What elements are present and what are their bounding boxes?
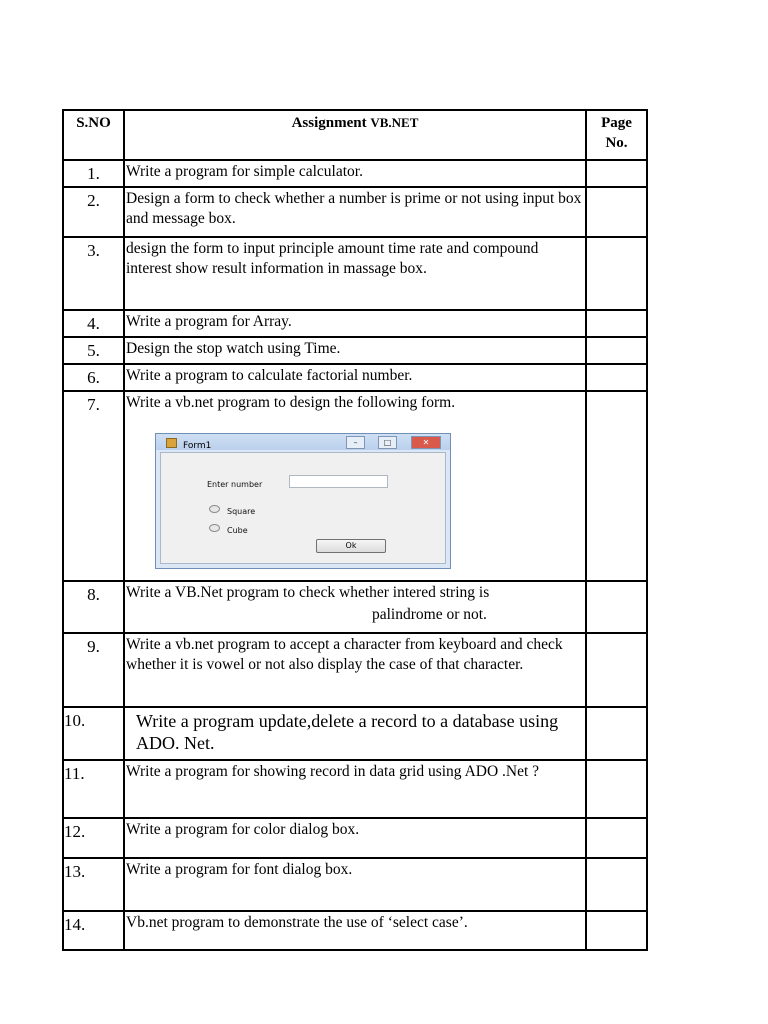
table-row: [63, 818, 647, 858]
form-title-bar: [156, 434, 450, 450]
row-number: 2.: [63, 187, 124, 237]
close-icon: ✕: [411, 436, 441, 449]
row-page: [586, 581, 647, 633]
radio-square-icon: [209, 505, 220, 513]
row-number: 4.: [63, 310, 124, 337]
header-sno: S.NO: [63, 110, 124, 160]
row-text: Write a program for Array.: [124, 310, 586, 337]
row-text: Write a vb.net program to design the following form.: [126, 394, 456, 411]
table-row: [63, 391, 647, 581]
table-row: [63, 911, 647, 950]
row-text: Write a program for showing record in data grid using ADO .Net ?: [124, 760, 586, 818]
table-row: [63, 187, 647, 237]
row-text: Write a VB.Net program to check whether intered string is: [126, 584, 490, 601]
row-number: 12.: [63, 818, 124, 858]
form-label-enter-number: Enter number: [207, 480, 263, 489]
row-page: [586, 310, 647, 337]
header-assignment-label: Assignment: [291, 115, 367, 131]
header-page-line2: No.: [605, 135, 628, 151]
table-row: [63, 364, 647, 391]
table-row: [63, 760, 647, 818]
minimize-icon: –: [346, 436, 365, 449]
form-title: Form1: [183, 441, 212, 451]
assignment-table: [62, 109, 648, 951]
row-page: [586, 707, 647, 760]
form-ok-button: Ok: [316, 539, 386, 553]
row-number: 5.: [63, 337, 124, 364]
header-assignment-suffix: VB.NET: [370, 115, 419, 130]
row-text-cell: [124, 581, 586, 633]
row-page: [586, 818, 647, 858]
form-option-cube: Cube: [227, 526, 248, 535]
form-client-area: [160, 452, 446, 564]
row-text: Write a program for simple calculator.: [124, 160, 586, 187]
row-text: Design the stop watch using Time.: [124, 337, 586, 364]
table-row: [63, 633, 647, 707]
row-page: [586, 160, 647, 187]
row-text: Write a vb.net program to accept a character from keyboard and check whether it is vowel or not also display the case of that character.: [124, 633, 586, 707]
row-number: 1.: [63, 160, 124, 187]
row-number: 11.: [63, 760, 124, 818]
row-text: Write a program update,delete a record to a database using ADO. Net.: [124, 707, 586, 760]
row-page: [586, 237, 647, 310]
row-page: [586, 633, 647, 707]
table-row: [63, 858, 647, 911]
row-page: [586, 760, 647, 818]
row-number: 10.: [63, 707, 124, 760]
row-text: Vb.net program to demonstrate the use of ‘select case’.: [124, 911, 586, 950]
row-number: 6.: [63, 364, 124, 391]
row-page: [586, 391, 647, 581]
row-page: [586, 911, 647, 950]
maximize-icon: □: [378, 436, 397, 449]
row-page: [586, 337, 647, 364]
row-number: 7.: [63, 391, 124, 581]
table-row: [63, 310, 647, 337]
header-assignment: [124, 110, 586, 160]
table-row: [63, 237, 647, 310]
row-number: 13.: [63, 858, 124, 911]
header-page-line1: Page: [601, 115, 632, 131]
row-text-cell: [124, 391, 586, 581]
table-row: [63, 581, 647, 633]
radio-cube-icon: [209, 524, 220, 532]
form-app-icon: [166, 438, 177, 448]
row-text: Design a form to check whether a number is prime or not using input box and message box.: [124, 187, 586, 237]
row-text: Write a program for font dialog box.: [124, 858, 586, 911]
form-option-square: Square: [227, 507, 256, 516]
table-row: [63, 337, 647, 364]
row-number: 8.: [63, 581, 124, 633]
row-text-line2: palindrome or not.: [372, 606, 487, 623]
row-number: 14.: [63, 911, 124, 950]
row-number: 3.: [63, 237, 124, 310]
row-page: [586, 858, 647, 911]
row-text: Write a program to calculate factorial number.: [124, 364, 586, 391]
form-number-input: [289, 475, 388, 488]
row-page: [586, 187, 647, 237]
table-row: [63, 160, 647, 187]
row-page: [586, 364, 647, 391]
row-text: Write a program for color dialog box.: [124, 818, 586, 858]
form-preview-image: [155, 433, 451, 569]
row-text: design the form to input principle amount time rate and compound interest show result information in massage box.: [124, 237, 586, 310]
row-number: 9.: [63, 633, 124, 707]
header-page: [586, 110, 647, 160]
header-row: [63, 110, 647, 160]
table-row: [63, 707, 647, 760]
